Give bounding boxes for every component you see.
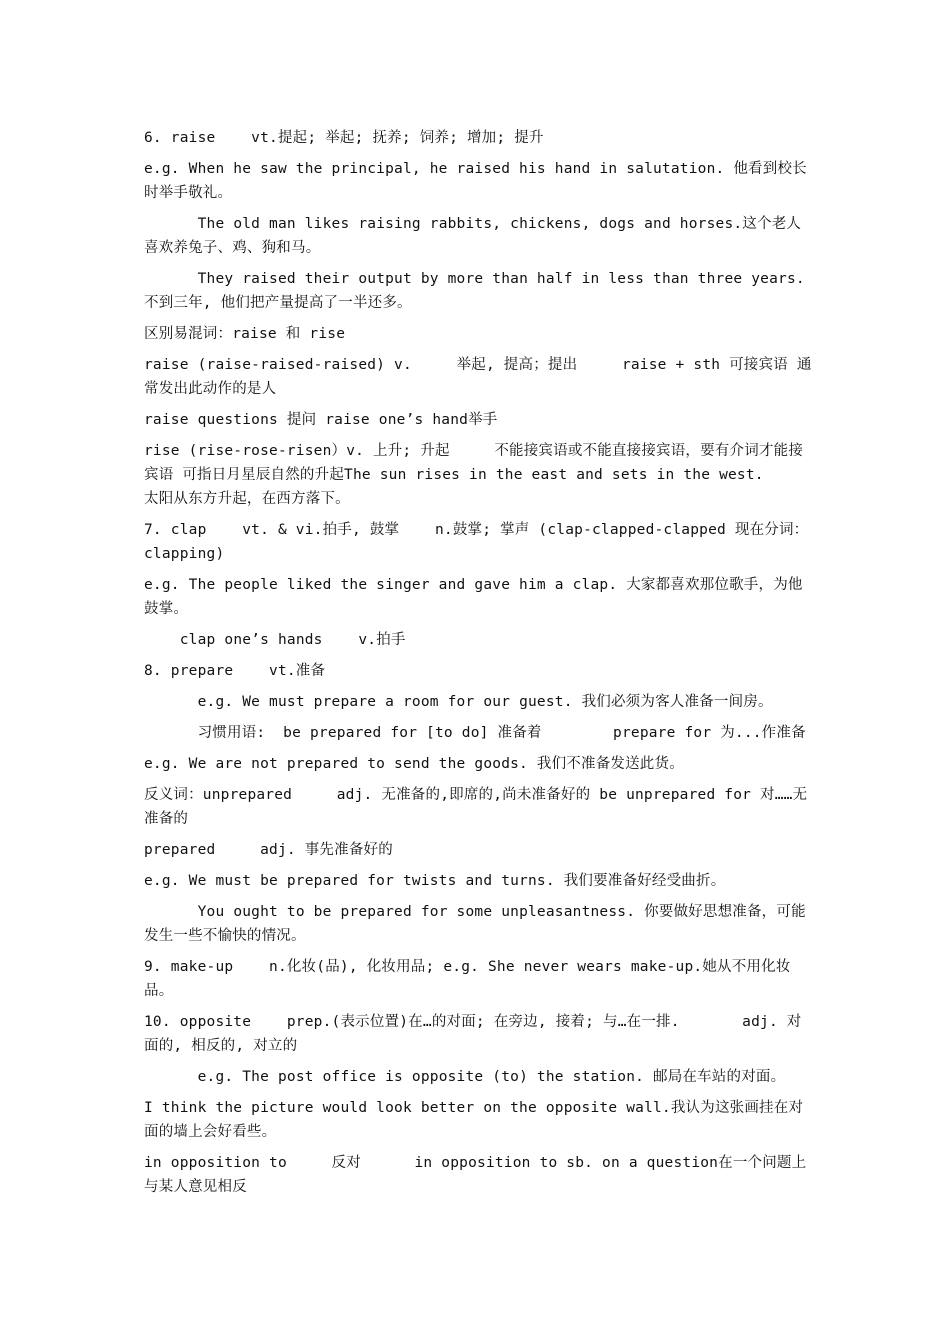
entry-makeup-heading: 9. make-up n.化妆(品), 化妆用品; e.g. She never wears make-up.她从不用化妆品。 [144,959,791,999]
example-line: e.g. We must prepare a room for our guest. 我们必须为客人准备一间房。 [144,694,773,710]
definition-line: rise (rise-rose-risen）v. 上升; 升起 不能接宾语或不能直接接宾语，要有介词才能接宾语 可指日月星辰自然的升起The sun rises in the east and sets in the west. 太阳从东方升起，在西方落下。 [144,443,809,507]
example-line: e.g. When he saw the principal, he raised his hand in salutation. 他看到校长时举手敬礼。 [144,161,807,201]
idiom-line: 习惯用语: be prepared for [to do] 准备着 prepare for 为...作准备 [144,725,806,741]
example-line: e.g. We are not prepared to send the goods. 我们不准备发送此货。 [144,756,684,772]
entry-clap-heading: 7. clap vt. & vi.拍手, 鼓掌 n.鼓掌; 掌声 (clap-clapped-clapped 现在分词：clapping) [144,522,809,562]
example-line: e.g. We must be prepared for twists and turns. 我们要准备好经受曲折。 [144,873,726,889]
example-line: I think the picture would look better on the opposite wall.我认为这张画挂在对面的墙上会好看些。 [144,1100,804,1140]
definition-line: prepared adj. 事先准备好的 [144,842,393,858]
example-line: You ought to be prepared for some unpleasantness. 你要做好思想准备，可能发生一些不愉快的情况。 [144,904,806,944]
example-line: e.g. The post office is opposite (to) the station. 邮局在车站的对面。 [144,1069,786,1085]
example-line: They raised their output by more than half in less than three years. 不到三年, 他们把产量提高了一半还多。 [144,271,814,311]
entry-raise-heading: 6. raise vt.提起; 举起; 抚养; 饲养; 增加; 提升 [144,130,544,146]
phrase-line: clap one’s hands v.拍手 [144,632,406,648]
vocabulary-notes [144,126,814,1206]
comparison-heading: 区别易混词：raise 和 rise [144,326,346,342]
entry-prepare-heading: 8. prepare vt.准备 [144,663,326,679]
example-line: e.g. The people liked the singer and gave him a clap. 大家都喜欢那位歌手，为他鼓掌。 [144,577,803,617]
example-line: The old man likes raising rabbits, chickens, dogs and horses.这个老人喜欢养兔子、鸡、狗和马。 [144,216,802,256]
entry-opposite-heading: 10. opposite prep.(表示位置)在…的对面; 在旁边, 接着; 与…在一排. adj. 对面的, 相反的, 对立的 [144,1014,802,1054]
definition-line: raise (raise-raised-raised) v. 举起, 提高；提出 raise + sth 可接宾语 通常发出此动作的是人 [144,357,812,397]
phrase-line: raise questions 提问 raise one’s hand举手 [144,412,498,428]
phrase-line: in opposition to 反对 in opposition to sb. on a question在一个问题上与某人意见相反 [144,1155,807,1195]
antonym-line: 反义词：unprepared adj. 无准备的,即席的,尚未准备好的 be unprepared for 对……无准备的 [144,787,808,827]
